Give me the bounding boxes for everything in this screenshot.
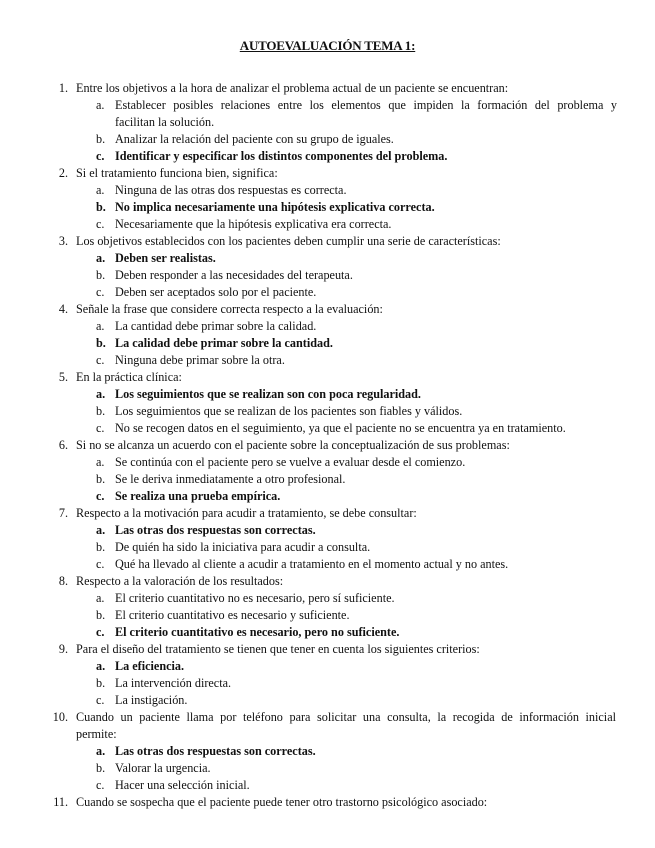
answer-option [0, 539, 655, 556]
answer-option [0, 284, 655, 301]
question-text: Para el diseño del tratamiento se tienen que tener en cuenta los siguientes criterios: [76, 642, 480, 656]
option-text: Valorar la urgencia. [115, 761, 211, 775]
question-text: Señale la frase que considere correcta respecto a la evaluación: [76, 302, 383, 316]
question-text: Si no se alcanza un acuerdo con el paciente sobre la conceptualización de sus problemas: [76, 438, 510, 452]
answer-option [0, 454, 655, 471]
option-text: Necesariamente que la hipótesis explicativa era correcta. [115, 217, 392, 231]
option-letter: a. [96, 98, 105, 112]
option-letter: c. [96, 489, 105, 503]
answer-option-correct [0, 199, 655, 216]
option-letter: c. [96, 557, 105, 571]
answer-option [0, 131, 655, 148]
option-text: No se recogen datos en el seguimiento, ya que el paciente no se encuentra ya en tratamiento. [115, 421, 566, 435]
option-letter: c. [96, 353, 105, 367]
question-number: 1. [58, 81, 68, 95]
question-number: 10. [52, 710, 68, 724]
question-text: En la práctica clínica: [76, 370, 182, 384]
option-text: Se continúa con el paciente pero se vuelve a evaluar desde el comienzo. [115, 455, 466, 469]
option-text: Se realiza una prueba empírica. [115, 489, 281, 503]
question-item [0, 794, 655, 811]
option-letter: a. [96, 319, 105, 333]
answer-option [0, 97, 655, 114]
option-text: Deben responder a las necesidades del terapeuta. [115, 268, 353, 282]
option-continuation [0, 114, 655, 131]
question-number: 6. [58, 438, 68, 452]
option-letter: c. [96, 625, 105, 639]
question-number: 11. [53, 795, 68, 809]
option-letter: b. [96, 268, 106, 282]
option-letter: b. [96, 676, 106, 690]
option-text: El criterio cuantitativo es necesario, pero no suficiente. [115, 625, 400, 639]
option-text: La cantidad debe primar sobre la calidad. [115, 319, 317, 333]
answer-option [0, 760, 655, 777]
question-text: Cuando un paciente llama por teléfono para solicitar una consulta, la recogida de información inicial [76, 710, 616, 724]
option-letter: a. [96, 744, 106, 758]
option-letter: a. [96, 251, 106, 265]
answer-option-correct [0, 386, 655, 403]
question-text: Los objetivos establecidos con los pacientes deben cumplir una serie de características: [76, 234, 501, 248]
question-text: Respecto a la valoración de los resultados: [76, 574, 284, 588]
answer-option [0, 471, 655, 488]
option-text: La eficiencia. [115, 659, 185, 673]
option-text: Los seguimientos que se realizan son con poca regularidad. [115, 387, 421, 401]
answer-option-correct [0, 522, 655, 539]
option-letter: c. [96, 285, 105, 299]
option-text: La instigación. [115, 693, 188, 707]
answer-option [0, 556, 655, 573]
question-number: 7. [58, 506, 68, 520]
option-letter: b. [96, 540, 106, 554]
answer-option-correct [0, 488, 655, 505]
answer-option [0, 403, 655, 420]
answer-option [0, 267, 655, 284]
option-letter: b. [96, 608, 106, 622]
question-number: 2. [58, 166, 68, 180]
question-text: Si el tratamiento funciona bien, significa: [76, 166, 278, 180]
question-text: Entre los objetivos a la hora de analizar el problema actual de un paciente se encuentran: [76, 81, 509, 95]
option-text: La calidad debe primar sobre la cantidad. [115, 336, 333, 350]
question-item [0, 437, 655, 454]
question-item [0, 80, 655, 97]
answer-option [0, 590, 655, 607]
answer-option [0, 216, 655, 233]
answer-option-correct [0, 250, 655, 267]
question-number: 8. [58, 574, 68, 588]
option-letter: c. [96, 149, 105, 163]
option-letter: c. [96, 693, 105, 707]
answer-option-correct [0, 624, 655, 641]
option-letter: a. [96, 659, 106, 673]
question-item [0, 369, 655, 386]
option-letter: c. [96, 421, 105, 435]
option-text-continued: facilitan la solución. [115, 115, 215, 129]
option-letter: a. [96, 523, 106, 537]
option-letter: b. [96, 132, 106, 146]
option-text: La intervención directa. [115, 676, 232, 690]
page-title: AUTOEVALUACIÓN TEMA 1: [239, 38, 416, 53]
question-item [0, 233, 655, 250]
question-continuation [0, 726, 655, 743]
option-text: Deben ser aceptados solo por el paciente. [115, 285, 317, 299]
option-letter: a. [96, 455, 105, 469]
question-text: Cuando se sospecha que el paciente puede tener otro trastorno psicológico asociado: [76, 795, 488, 809]
answer-option [0, 607, 655, 624]
option-text: De quién ha sido la iniciativa para acudir a consulta. [115, 540, 371, 554]
answer-option-correct [0, 743, 655, 760]
answer-option [0, 675, 655, 692]
option-letter: a. [96, 183, 105, 197]
question-number: 3. [58, 234, 68, 248]
option-letter: c. [96, 217, 105, 231]
answer-option [0, 692, 655, 709]
answer-option-correct [0, 658, 655, 675]
question-number: 5. [58, 370, 68, 384]
option-text: No implica necesariamente una hipótesis explicativa correcta. [115, 200, 435, 214]
answer-option-correct [0, 148, 655, 165]
option-text: Las otras dos respuestas son correctas. [115, 744, 316, 758]
option-text: Establecer posibles relaciones entre los elementos que impiden la formación del problema y [115, 98, 617, 112]
option-text: El criterio cuantitativo es necesario y suficiente. [115, 608, 350, 622]
option-text: Qué ha llevado al cliente a acudir a tratamiento en el momento actual y no antes. [115, 557, 509, 571]
answer-option [0, 318, 655, 335]
option-letter: b. [96, 200, 106, 214]
option-text: El criterio cuantitativo no es necesario, pero sí suficiente. [115, 591, 395, 605]
question-item [0, 165, 655, 182]
option-text: Las otras dos respuestas son correctas. [115, 523, 316, 537]
option-letter: b. [96, 336, 106, 350]
answer-option [0, 420, 655, 437]
option-text: Hacer una selección inicial. [115, 778, 250, 792]
question-item [0, 573, 655, 590]
option-text: Se le deriva inmediatamente a otro profesional. [115, 472, 346, 486]
question-item [0, 301, 655, 318]
answer-option [0, 352, 655, 369]
option-letter: b. [96, 404, 106, 418]
answer-option [0, 777, 655, 794]
option-text: Ninguna debe primar sobre la otra. [115, 353, 285, 367]
option-text: Ninguna de las otras dos respuestas es correcta. [115, 183, 347, 197]
answer-option-correct [0, 335, 655, 352]
question-item [0, 709, 655, 726]
question-list [0, 80, 655, 811]
question-item [0, 641, 655, 658]
question-text-continued: permite: [76, 727, 117, 741]
question-text: Respecto a la motivación para acudir a tratamiento, se debe consultar: [76, 506, 417, 520]
question-number: 4. [58, 302, 68, 316]
question-number: 9. [58, 642, 68, 656]
option-text: Los seguimientos que se realizan de los pacientes son fiables y válidos. [115, 404, 463, 418]
option-letter: a. [96, 591, 105, 605]
option-letter: c. [96, 778, 105, 792]
option-text: Identificar y especificar los distintos componentes del problema. [115, 149, 448, 163]
option-letter: b. [96, 761, 106, 775]
answer-option [0, 182, 655, 199]
question-item [0, 505, 655, 522]
option-text: Analizar la relación del paciente con su grupo de iguales. [115, 132, 394, 146]
option-letter: a. [96, 387, 106, 401]
option-text: Deben ser realistas. [115, 251, 216, 265]
option-letter: b. [96, 472, 106, 486]
